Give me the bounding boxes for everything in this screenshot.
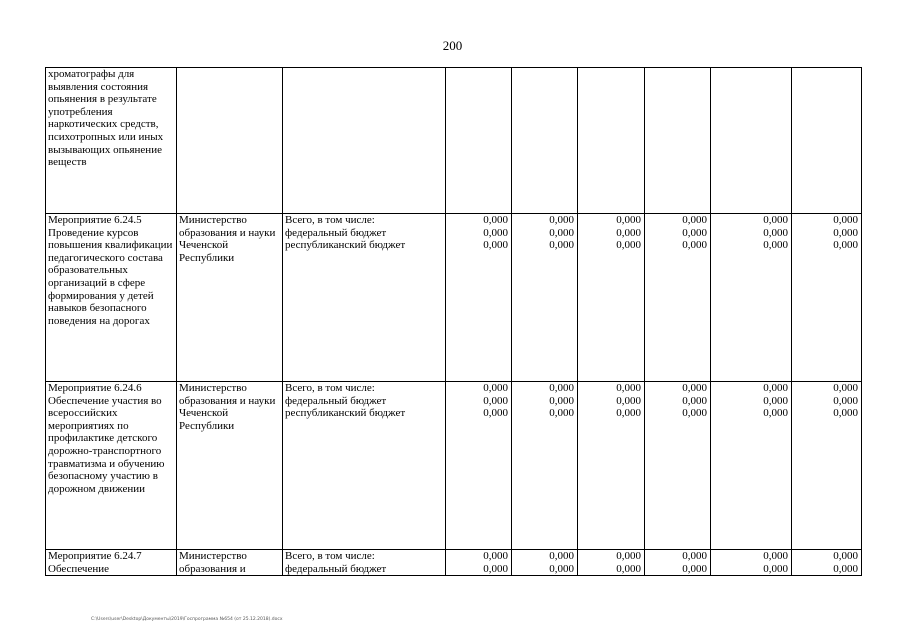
amount-value: 0,000	[549, 550, 574, 562]
amount-value: 0,000	[483, 214, 508, 226]
amount-value: 0,000	[682, 550, 707, 562]
table-row	[46, 550, 862, 576]
amount-cell	[792, 214, 862, 382]
amount-value: 0,000	[833, 226, 858, 239]
amount-value: 0,000	[616, 407, 641, 420]
amount-value: 0,000	[549, 394, 574, 407]
amount-value: 0,000	[763, 407, 788, 420]
measure-name-cell: Мероприятие 6.24.5 Проведение курсов повышения квалификации педагогического состава образовательных организаций в сфере формирования у детей навыков безопасного поведения на дорогах	[46, 214, 177, 382]
amount-value: 0,000	[682, 394, 707, 407]
funding-source: федеральный бюджет	[285, 394, 387, 407]
measure-name-cell: Мероприятие 6.24.6 Обеспечение участия во всероссийских мероприятиях по профилактике детского дорожно-транспортного травматизма и обучению безопасному участию в дорожном движении	[46, 382, 177, 550]
funding-source: республиканский бюджет	[285, 407, 406, 420]
amount-value: 0,000	[549, 214, 574, 226]
amount-cell	[792, 68, 862, 214]
amount-cell	[512, 382, 578, 550]
page-number: 200	[442, 38, 463, 53]
funding-source-cell	[283, 550, 446, 576]
amount-cell	[446, 550, 512, 576]
amount-cell	[512, 550, 578, 576]
amount-cell	[578, 68, 645, 214]
amount-value: 0,000	[483, 239, 508, 252]
amount-value: 0,000	[833, 382, 858, 394]
table-row	[46, 382, 862, 550]
amount-value: 0,000	[616, 394, 641, 407]
executor-cell: Министерство образования и науки Чеченской Республики	[177, 214, 283, 382]
funding-source: Всего, в том числе:	[285, 214, 375, 226]
amount-value: 0,000	[616, 239, 641, 252]
amount-value: 0,000	[763, 394, 788, 407]
amount-cell	[711, 214, 792, 382]
amount-value: 0,000	[483, 394, 508, 407]
amount-cell	[446, 68, 512, 214]
executor-cell: Министерство образования и науки Чеченской Республики	[177, 382, 283, 550]
amount-value: 0,000	[763, 562, 788, 575]
amount-value: 0,000	[763, 550, 788, 562]
amount-cell	[645, 68, 711, 214]
amount-value: 0,000	[763, 226, 788, 239]
amount-cell	[711, 382, 792, 550]
amount-cell	[578, 550, 645, 576]
executor-cell: Министерство образования и	[177, 550, 283, 576]
table-row	[46, 214, 862, 382]
funding-source: Всего, в том числе:	[285, 550, 375, 562]
amount-value: 0,000	[483, 407, 508, 420]
amount-cell	[512, 214, 578, 382]
amount-value: 0,000	[549, 562, 574, 575]
amount-value: 0,000	[549, 239, 574, 252]
amount-cell	[645, 214, 711, 382]
amount-value: 0,000	[833, 407, 858, 420]
amount-cell	[645, 382, 711, 550]
amount-value: 0,000	[616, 214, 641, 226]
amount-value: 0,000	[682, 382, 707, 394]
amount-cell	[578, 382, 645, 550]
amount-cell	[446, 382, 512, 550]
amount-value: 0,000	[483, 562, 508, 575]
measure-name-cell: Мероприятие 6.24.7 Обеспечение	[46, 550, 177, 576]
funding-source: республиканский бюджет	[285, 239, 406, 252]
amount-cell	[578, 214, 645, 382]
amount-value: 0,000	[833, 214, 858, 226]
amount-cell	[792, 382, 862, 550]
amount-value: 0,000	[682, 226, 707, 239]
amount-cell	[645, 550, 711, 576]
amount-value: 0,000	[763, 382, 788, 394]
funding-source: Всего, в том числе:	[285, 382, 375, 394]
amount-value: 0,000	[616, 562, 641, 575]
amount-value: 0,000	[549, 407, 574, 420]
amount-cell	[711, 550, 792, 576]
amount-value: 0,000	[549, 382, 574, 394]
budget-table	[45, 67, 862, 576]
table-row	[46, 68, 862, 214]
amount-value: 0,000	[483, 382, 508, 394]
funding-source: федеральный бюджет	[285, 562, 387, 575]
funding-source-cell	[283, 382, 446, 550]
amount-cell	[446, 214, 512, 382]
executor-cell	[177, 68, 283, 214]
amount-value: 0,000	[833, 550, 858, 562]
amount-value: 0,000	[616, 550, 641, 562]
amount-value: 0,000	[833, 239, 858, 252]
measure-name-cell: хроматографы для выявления состояния опьянения в результате употребления наркотических средств, психотропных или иных вызывающих опьянение веществ	[46, 68, 177, 214]
amount-value: 0,000	[763, 214, 788, 226]
amount-value: 0,000	[483, 550, 508, 562]
funding-source: федеральный бюджет	[285, 226, 387, 239]
footer-file-path: C:\Users\user\Desktop\Документы\2019\Госпрограмма №654 (от 25.12.2018).docx	[91, 617, 283, 622]
amount-value: 0,000	[682, 562, 707, 575]
amount-value: 0,000	[682, 239, 707, 252]
amount-value: 0,000	[616, 226, 641, 239]
amount-value: 0,000	[549, 226, 574, 239]
amount-cell	[711, 68, 792, 214]
amount-value: 0,000	[833, 562, 858, 575]
amount-cell	[512, 68, 578, 214]
amount-value: 0,000	[483, 226, 508, 239]
amount-value: 0,000	[682, 214, 707, 226]
amount-value: 0,000	[763, 239, 788, 252]
amount-value: 0,000	[682, 407, 707, 420]
amount-value: 0,000	[616, 382, 641, 394]
funding-source-cell	[283, 68, 446, 214]
amount-value: 0,000	[833, 394, 858, 407]
funding-source-cell	[283, 214, 446, 382]
amount-cell	[792, 550, 862, 576]
